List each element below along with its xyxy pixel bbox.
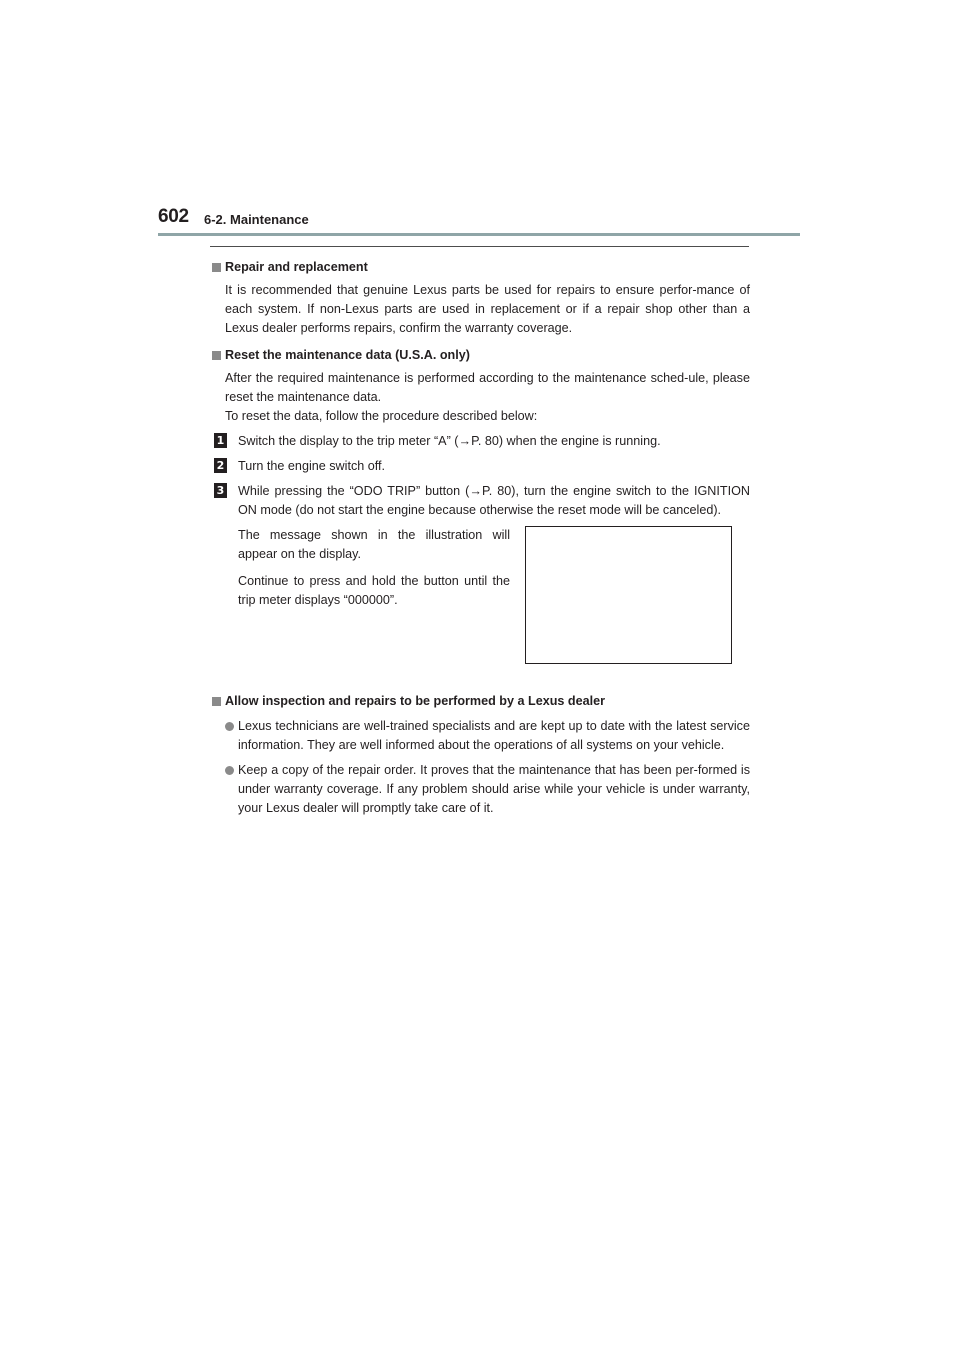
illustration-text-1: The message shown in the illustration will appear on the display. xyxy=(238,528,510,561)
illustration-caption xyxy=(238,526,510,618)
square-icon xyxy=(212,263,221,272)
square-icon xyxy=(212,697,221,706)
page-number: 602 xyxy=(158,206,189,227)
square-icon xyxy=(212,351,221,360)
step-item xyxy=(212,482,750,520)
section-title: 6-2. Maintenance xyxy=(204,212,309,227)
dealer-heading xyxy=(212,692,750,711)
circle-bullet-icon xyxy=(225,766,234,775)
reset-heading xyxy=(212,346,750,365)
step-text: Turn the engine switch off. xyxy=(238,459,386,473)
illustration-row xyxy=(212,526,750,692)
dealer-heading-text: Allow inspection and repairs to be performed by a Lexus dealer xyxy=(225,694,606,708)
step-text: While pressing the “ODO TRIP” button (→P. 80), turn the engine switch to the IGNITION ON mode (do not start the engine because otherwise the reset mode will be canceled). xyxy=(238,484,750,517)
step-item xyxy=(212,432,750,451)
reset-steps xyxy=(212,432,750,520)
step-number-badge: 2 xyxy=(214,458,227,473)
reset-intro-2: To reset the data, follow the procedure described below: xyxy=(225,409,538,423)
illustration-text-2: Continue to press and hold the button until the trip meter displays “000000”. xyxy=(238,574,510,607)
list-item xyxy=(212,761,750,818)
content-rule xyxy=(210,246,749,247)
bullet-text: Keep a copy of the repair order. It proves that the maintenance that has been per-formed is under warranty coverage. If any problem should arise while your vehicle is under warranty, your Lexus dealer will promptly take care of it. xyxy=(238,763,750,815)
bullet-text: Lexus technicians are well-trained specialists and are kept up to date with the latest service information. They are well informed about the operations of all systems on your vehicle. xyxy=(238,719,750,752)
step-text: Switch the display to the trip meter “A” (→P. 80) when the engine is running. xyxy=(238,434,661,448)
header-rule xyxy=(158,233,800,236)
page-header xyxy=(158,204,800,238)
repair-heading-text: Repair and replacement xyxy=(225,260,368,274)
step-number-badge: 3 xyxy=(214,483,227,498)
step-number-badge: 1 xyxy=(214,433,227,448)
repair-paragraph: It is recommended that genuine Lexus parts be used for repairs to ensure perfor-mance of each system. If non-Lexus parts are used in replacement or if a repair shop other than a Lexus dealer performs repairs, confirm the warranty coverage. xyxy=(225,283,750,335)
list-item xyxy=(212,717,750,755)
reset-heading-text: Reset the maintenance data (U.S.A. only) xyxy=(225,348,470,362)
reset-intro-1: After the required maintenance is performed according to the maintenance sched-ule, please reset the maintenance data. xyxy=(225,371,750,404)
display-illustration xyxy=(525,526,732,664)
page-content xyxy=(212,258,750,818)
repair-heading xyxy=(212,258,750,277)
step-item xyxy=(212,457,750,476)
circle-bullet-icon xyxy=(225,722,234,731)
